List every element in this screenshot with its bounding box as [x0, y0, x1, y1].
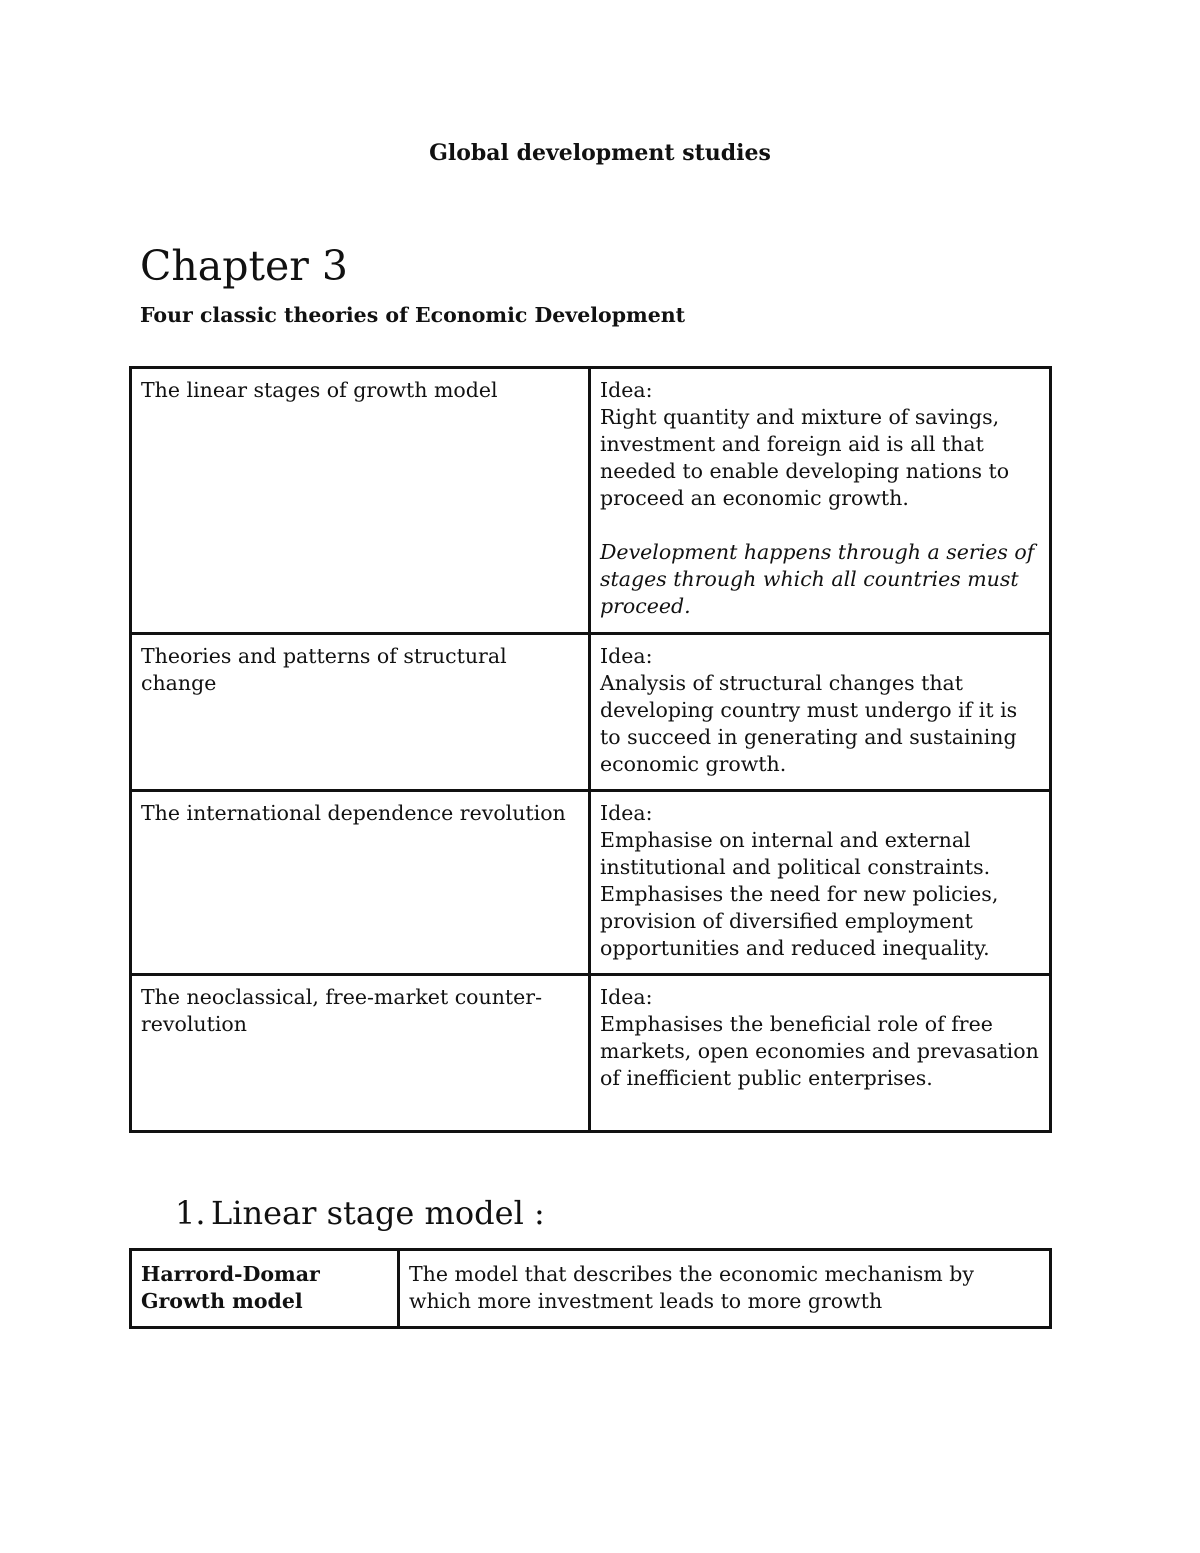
theory-name-cell: The linear stages of growth model	[131, 368, 590, 634]
theory-name-cell: The neoclassical, free-market counter-revolution	[131, 975, 590, 1132]
chapter-heading: Chapter 3	[140, 242, 348, 290]
table-row	[131, 975, 1051, 1132]
theory-name-cell: Theories and patterns of structural change	[131, 634, 590, 791]
idea-text: Analysis of structural changes that developing country must undergo if it is to succeed in generating and sustaining economic growth.	[600, 671, 1018, 776]
table-row	[131, 791, 1051, 975]
idea-text: Emphasises the beneficial role of free markets, open economies and prevasation of inefficient public enterprises.	[600, 1012, 1039, 1090]
theory-idea-cell	[590, 634, 1051, 791]
document-title: Global development studies	[429, 140, 771, 166]
section-number: 1.	[175, 1194, 206, 1232]
idea-label: Idea:	[600, 378, 653, 402]
idea-text: Right quantity and mixture of savings, investment and foreign aid is all that needed to enable developing nations to proceed an economic growth.	[600, 405, 1010, 510]
model-description-cell: The model that describes the economic mechanism by which more investment leads to more growth	[399, 1250, 1051, 1328]
idea-note: Development happens through a series of stages through which all countries must proceed.	[600, 540, 1035, 618]
theory-name-cell: The international dependence revolution	[131, 791, 590, 975]
theory-idea-cell	[590, 368, 1051, 634]
table-row	[131, 1250, 1051, 1328]
table-row	[131, 634, 1051, 791]
chapter-subtitle: Four classic theories of Economic Development	[140, 303, 686, 327]
section-title: Linear stage model :	[211, 1194, 545, 1232]
section-heading	[175, 1194, 545, 1232]
idea-label: Idea:	[600, 644, 653, 668]
theories-table	[129, 366, 1052, 1133]
idea-text: Emphasise on internal and external institutional and political constraints. Emphasises the need for new policies, provision of diversified employment opportunities and reduced inequality.	[600, 828, 999, 960]
idea-label: Idea:	[600, 801, 653, 825]
theory-idea-cell	[590, 975, 1051, 1132]
theory-idea-cell	[590, 791, 1051, 975]
model-table	[129, 1248, 1052, 1329]
idea-label: Idea:	[600, 985, 653, 1009]
model-name-cell: Harrord-Domar Growth model	[131, 1250, 399, 1328]
table-row	[131, 368, 1051, 634]
